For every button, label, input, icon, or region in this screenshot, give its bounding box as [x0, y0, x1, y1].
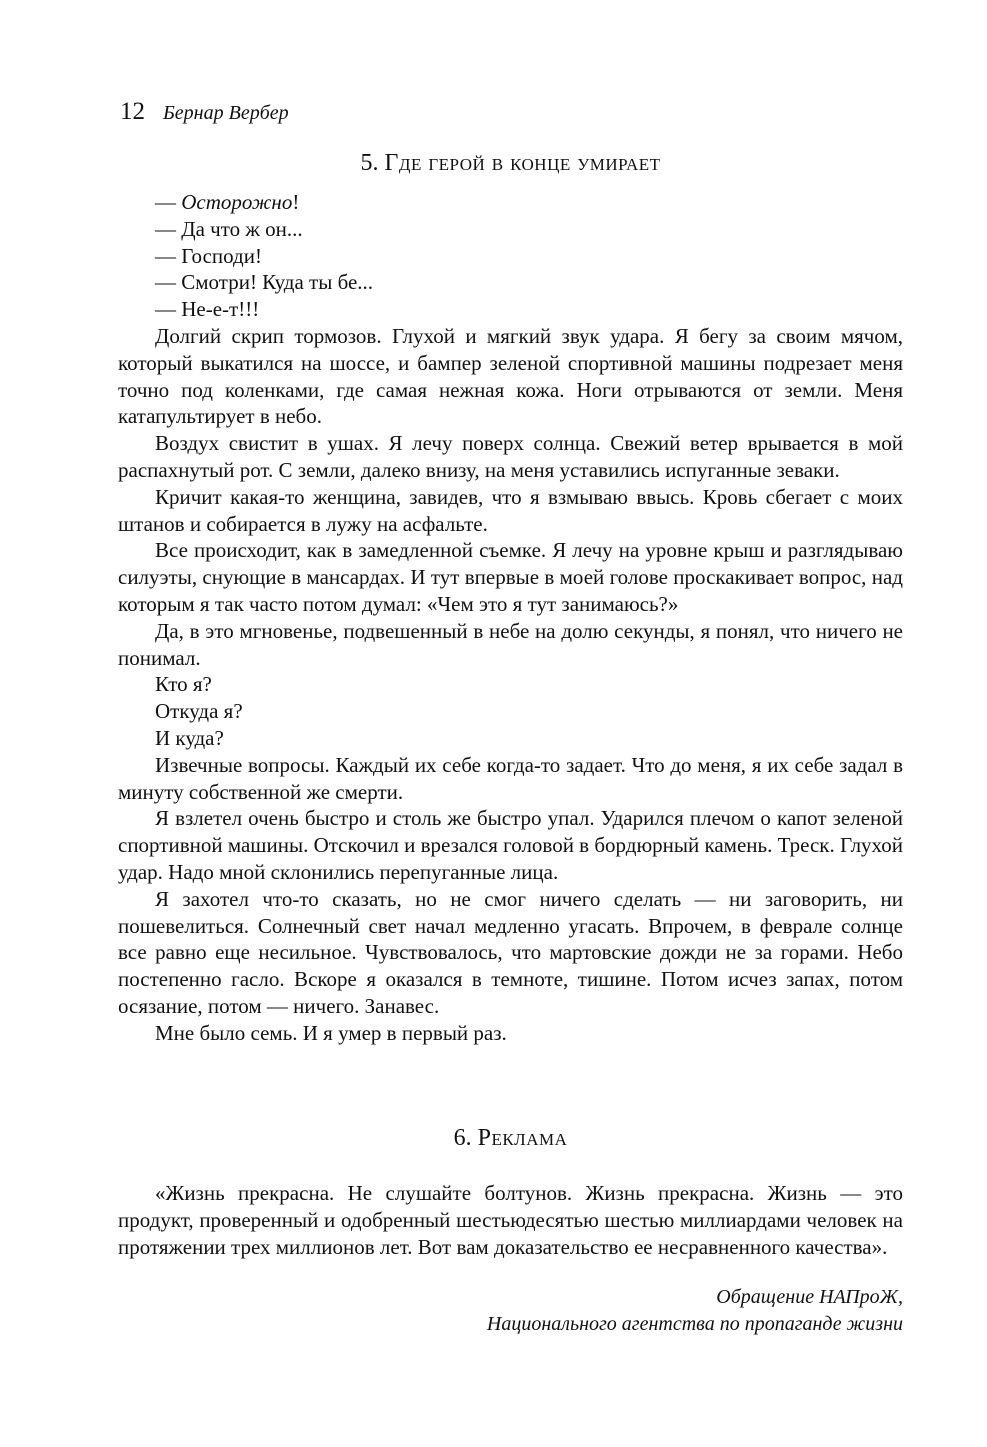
paragraph: Мне было семь. И я умер в первый раз. [155, 1020, 507, 1045]
chapter-6-title [118, 1123, 903, 1153]
running-head-author: Бернар Вербер [163, 102, 289, 124]
chapter-5-number: 5. [360, 150, 379, 176]
chapter-6-epigraph [118, 1180, 903, 1260]
page-number: 12 [120, 98, 145, 125]
attribution-line-2: Национального агентства по пропаганде жизни [486, 1313, 903, 1335]
paragraph: Кто я? [155, 672, 212, 697]
epigraph-quote: «Жизнь прекрасна. Не слушайте болтунов. Жизнь прекрасна. Жизнь — это продукт, проверенный и одобренный шестьюдесятью шестью миллиардами человек на протяжении трех миллионов лет. Вот вам доказательство ее несравненного качества». [118, 1181, 903, 1259]
paragraph: Да, в это мгновенье, подвешенный в небе на долю секунды, я понял, что ничего не понимал. [118, 618, 903, 670]
paragraph: Кричит какая-то женщина, завидев, что я взмываю ввысь. Кровь сбегает с моих штанов и собирается в лужу на асфальте. [118, 484, 903, 536]
chapter-5-heading: Где герой в конце умирает [384, 150, 661, 176]
dialogue-dash: — [155, 190, 182, 214]
paragraph: Долгий скрип тормозов. Глухой и мягкий звук удара. Я бегу за своим мячом, который выкатился на шоссе, и бампер зеленой спортивной машины подрезает меня точно под коленками, где самая нежная кожа. Ноги отрываются от земли. Меня катапультирует в небо. [118, 323, 903, 429]
dialogue-line-2: — Да что ж он... [155, 216, 303, 241]
paragraph: Я захотел что-то сказать, но не смог ничего сделать — ни заговорить, ни пошевелиться. Солнечный свет начал медленно угасать. Впрочем, в феврале солнце все равно еще несильное. Чувствовалось, что мартовские дожди не за горами. Небо постепенно гасло. Вскоре я оказался в темноте, тишине. Потом исчез запах, потом осязание, потом — ничего. Занавес. [118, 886, 903, 1018]
attribution-line-1: Обращение НАПроЖ, [716, 1286, 903, 1308]
dialogue-line-4: — Смотри! Куда ты бе... [155, 270, 374, 295]
paragraph: Откуда я? [155, 699, 243, 724]
paragraph: Все происходит, как в замедленной съемке. Я лечу на уровне крыш и разглядываю силуэты, снующие в мансардах. И тут впервые в моей голове проскакивает вопрос, над которым я так часто потом думал: «Чем это я тут занимаюсь?» [118, 538, 903, 616]
dialogue-line-1 [118, 189, 903, 216]
dialogue-line-5: — Не-е-т!!! [155, 297, 260, 322]
dialogue-punct: ! [292, 190, 300, 214]
chapter-5-body [118, 189, 903, 1047]
paragraph: Воздух свистит в ушах. Я лечу поверх солнца. Свежий ветер врывается в мой распахнутый рот. С земли, далеко внизу, на меня уставились испуганные зеваки. [118, 431, 903, 482]
chapter-5-title [118, 148, 903, 178]
epigraph-attribution [487, 1284, 903, 1338]
paragraph: Извечные вопросы. Каждый их себе когда-то задает. Что до меня, я их себе задал в минуту собственной же смерти. [118, 752, 903, 804]
chapter-6-number: 6. [453, 1125, 472, 1151]
paragraph: И куда? [155, 725, 224, 750]
paragraph: Я взлетел очень быстро и столь же быстро упал. Ударился плечом о капот зеленой спортивной машины. Отскочил и врезался головой в бордюрный камень. Треск. Глухой удар. Надо мной склонились перепуганные лица. [118, 806, 903, 884]
dialogue-line-3: — Господи! [155, 243, 262, 268]
running-head [120, 96, 289, 128]
dialogue-italic-word: Осторожно [181, 190, 293, 214]
chapter-6-heading: Реклама [477, 1125, 568, 1151]
